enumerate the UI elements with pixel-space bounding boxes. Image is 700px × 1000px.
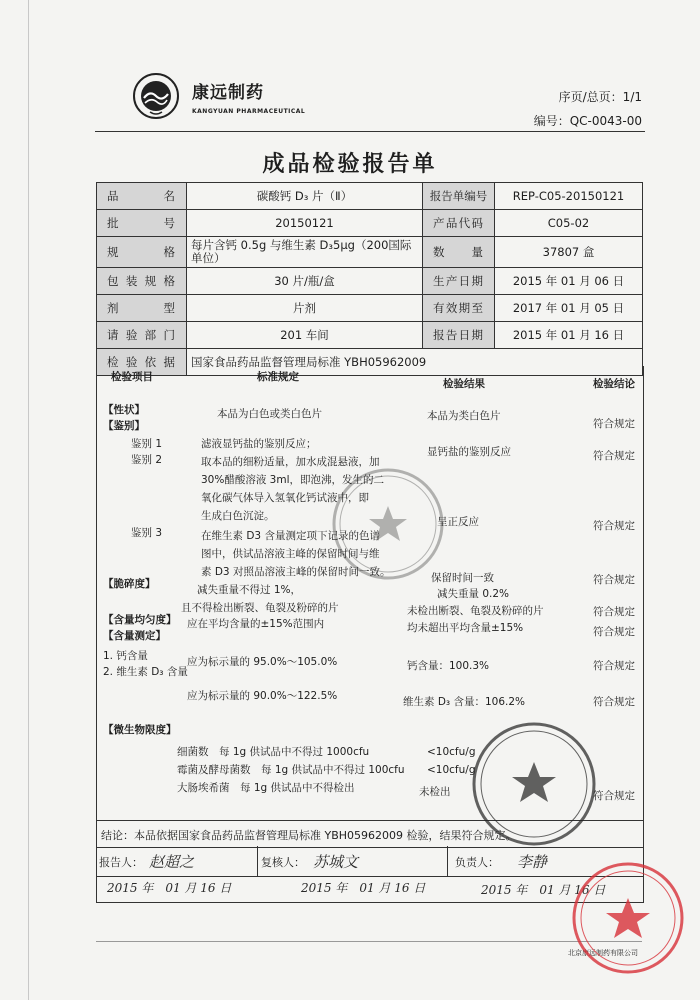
section-friability: 【脆碎度】 (103, 578, 156, 590)
assay-calcium-conclusion: 符合规定 (593, 660, 635, 672)
microbial-conclusion: 符合规定 (593, 790, 635, 802)
mfg-date-value: 2015 年 01 月 06 日 (495, 268, 643, 295)
date-row (96, 876, 644, 903)
id2-result: 呈正反应 (437, 516, 479, 528)
table-row (97, 183, 643, 210)
spec-label: 规 格 (97, 237, 187, 268)
microbial-mold-standard: 霉菌及酵母菌数 每 1g 供试品中不得过 100cfu (177, 764, 405, 776)
assay-calcium-result: 钙含量：100.3% (407, 660, 490, 672)
reviewer-signature: 苏城文 (313, 853, 359, 871)
id3-standard-line2: 图中，供试品溶液主峰的保留时间与维 (201, 548, 380, 560)
id-standard-line5: 生成白色沉淀。 (201, 510, 275, 522)
reviewer-label: 复核人： (261, 856, 305, 869)
product-code-label: 产品代码 (423, 210, 495, 237)
expiry-value: 2017 年 01 月 05 日 (495, 295, 643, 322)
manager-date: 2015 年 01 月 16 日 (481, 883, 606, 897)
column-header-conclusion: 检验结论 (593, 378, 635, 390)
id-standard-line2: 取本品的细粉适量，加水成混悬液，加 (201, 456, 380, 468)
reporter-signature: 赵超之 (149, 853, 195, 871)
product-code-value: C05-02 (495, 210, 643, 237)
assay-calcium-standard: 应为标示量的 95.0%～105.0% (187, 656, 338, 668)
id2-conclusion: 符合规定 (593, 520, 635, 532)
section-identification: 【鉴别】 (103, 420, 145, 432)
microbial-bacteria-standard: 细菌数 每 1g 供试品中不得过 1000cfu (177, 746, 370, 758)
basis-label: 检验依据 (97, 349, 187, 376)
expiry-label: 有效期至 (423, 295, 495, 322)
dosage-form-label: 剂 型 (97, 295, 187, 322)
assay-calcium-label: 1. 钙含量 (103, 650, 148, 662)
microbial-bacteria-result: <10cfu/g (427, 746, 476, 758)
table-row (97, 295, 643, 322)
product-info-table (96, 182, 643, 376)
id2-label: 鉴别 2 (131, 454, 163, 466)
basis-value: 国家食品药品监督管理局标准 YBH05962009 (187, 349, 643, 376)
quantity-label: 数 量 (423, 237, 495, 268)
page-info: 序页/总页：1/1 (558, 90, 642, 104)
batch-label: 批 号 (97, 210, 187, 237)
id3-label: 鉴别 3 (131, 527, 163, 539)
manager-signature: 李静 (517, 853, 548, 871)
signature-row (96, 846, 644, 877)
report-title: 成品检验报告单 (262, 152, 438, 177)
assay-vitd3-result: 维生素 D₃ 含量：106.2% (403, 696, 526, 708)
id-result: 显钙盐的鉴别反应 (427, 446, 511, 458)
microbial-ecoli-standard: 大肠埃希菌 每 1g 供试品中不得检出 (177, 782, 355, 794)
pack-spec-value: 30 片/瓶/盒 (187, 268, 423, 295)
quality-stamp-icon (328, 464, 448, 584)
company-name-cn: 康远制药 (192, 83, 264, 103)
friability-standard-line2: 且不得检出断裂、龟裂及粉碎的片 (181, 602, 339, 614)
dept-label: 请验部门 (97, 322, 187, 349)
column-header-item: 检验项目 (111, 371, 153, 383)
table-row (97, 322, 643, 349)
assay-vitd3-label: 2. 维生素 D₃ 含量 (103, 666, 188, 678)
spec-value: 每片含钙 0.5g 与维生素 D₃5μg（200国际单位） (187, 237, 423, 268)
microbial-ecoli-result: 未检出 (419, 786, 451, 798)
friability-result2: 未检出断裂、龟裂及粉碎的片 (407, 605, 544, 617)
product-name-label: 品 名 (97, 183, 187, 210)
reporter-label: 报告人： (99, 856, 143, 869)
batch-value: 20150121 (187, 210, 423, 237)
table-row (97, 210, 643, 237)
report-no-value: REP-C05-20150121 (495, 183, 643, 210)
column-header-result: 检验结果 (443, 378, 485, 390)
id-standard-line3: 30%醋酸溶液 3ml，即泡沸，发生的二 (201, 474, 385, 486)
report-no-label: 报告单编号 (423, 183, 495, 210)
id3-conclusion: 符合规定 (593, 574, 635, 586)
microbial-mold-result: <10cfu/g (427, 764, 476, 776)
mfg-date-label: 生产日期 (423, 268, 495, 295)
friability-standard-line1: 减失重量不得过 1%， (197, 584, 301, 596)
section-uniformity: 【含量均匀度】 (103, 614, 177, 626)
section-traits: 【性状】 (103, 404, 145, 416)
friability-result: 减失重量 0.2% (437, 588, 510, 600)
manager-label: 负责人： (455, 856, 499, 869)
id3-standard-line1: 在维生素 D3 含量测定项下记录的色谱 (201, 530, 380, 542)
uniformity-result: 均未超出平均含量±15% (407, 622, 524, 634)
document-code: 编号：QC-0043-00 (533, 114, 642, 128)
id3-standard-line3: 素 D3 对照品溶液主峰的保留时间一致。 (201, 566, 391, 578)
column-header-standard: 标准规定 (257, 371, 299, 383)
footer-company: 北京康远制药有限公司 (568, 949, 638, 957)
table-row (97, 237, 643, 268)
section-assay: 【含量测定】 (103, 630, 166, 642)
reporter-date: 2015 年 01 月 16 日 (107, 881, 232, 895)
id-standard-line4: 氧化碳气体导入氢氧化钙试液中，即 (201, 492, 369, 504)
table-row (97, 268, 643, 295)
product-name-value: 碳酸钙 D₃ 片（Ⅱ） (187, 183, 423, 210)
id1-label: 鉴别 1 (131, 438, 163, 450)
id3-result: 保留时间一致 (431, 572, 494, 584)
id-conclusion: 符合规定 (593, 450, 635, 462)
report-date-value: 2015 年 01 月 16 日 (495, 322, 643, 349)
dosage-form-value: 片剂 (187, 295, 423, 322)
assay-vitd3-conclusion: 符合规定 (593, 696, 635, 708)
header-divider (95, 131, 645, 132)
traits-result: 本品为类白色片 (427, 410, 501, 422)
footer-divider (96, 941, 642, 942)
signature-divider (257, 846, 258, 876)
qc-dept-stamp-icon (468, 718, 600, 850)
uniformity-standard: 应在平均含量的±15%范围内 (187, 618, 325, 630)
traits-standard: 本品为白色或类白色片 (217, 408, 322, 420)
quantity-value: 37807 盒 (495, 237, 643, 268)
pack-spec-label: 包装规格 (97, 268, 187, 295)
reviewer-date: 2015 年 01 月 16 日 (301, 881, 426, 895)
uniformity-conclusion: 符合规定 (593, 626, 635, 638)
signature-divider (447, 846, 448, 876)
friability-conclusion: 符合规定 (593, 606, 635, 618)
dept-value: 201 车间 (187, 322, 423, 349)
id-standard-line1: 滤液显钙盐的鉴别反应； (201, 438, 317, 450)
company-red-stamp-icon (568, 858, 688, 978)
section-microbial: 【微生物限度】 (103, 724, 177, 736)
assay-vitd3-standard: 应为标示量的 90.0%～122.5% (187, 690, 338, 702)
kangyuan-logo-icon (132, 72, 180, 120)
report-date-label: 报告日期 (423, 322, 495, 349)
conclusion-text: 结论：本品依据国家食品药品监督管理局标准 YBH05962009 检验，结果符合规定。 (101, 829, 517, 842)
traits-conclusion: 符合规定 (593, 418, 635, 430)
company-name-en: KANGYUAN PHARMACEUTICAL (192, 108, 306, 115)
